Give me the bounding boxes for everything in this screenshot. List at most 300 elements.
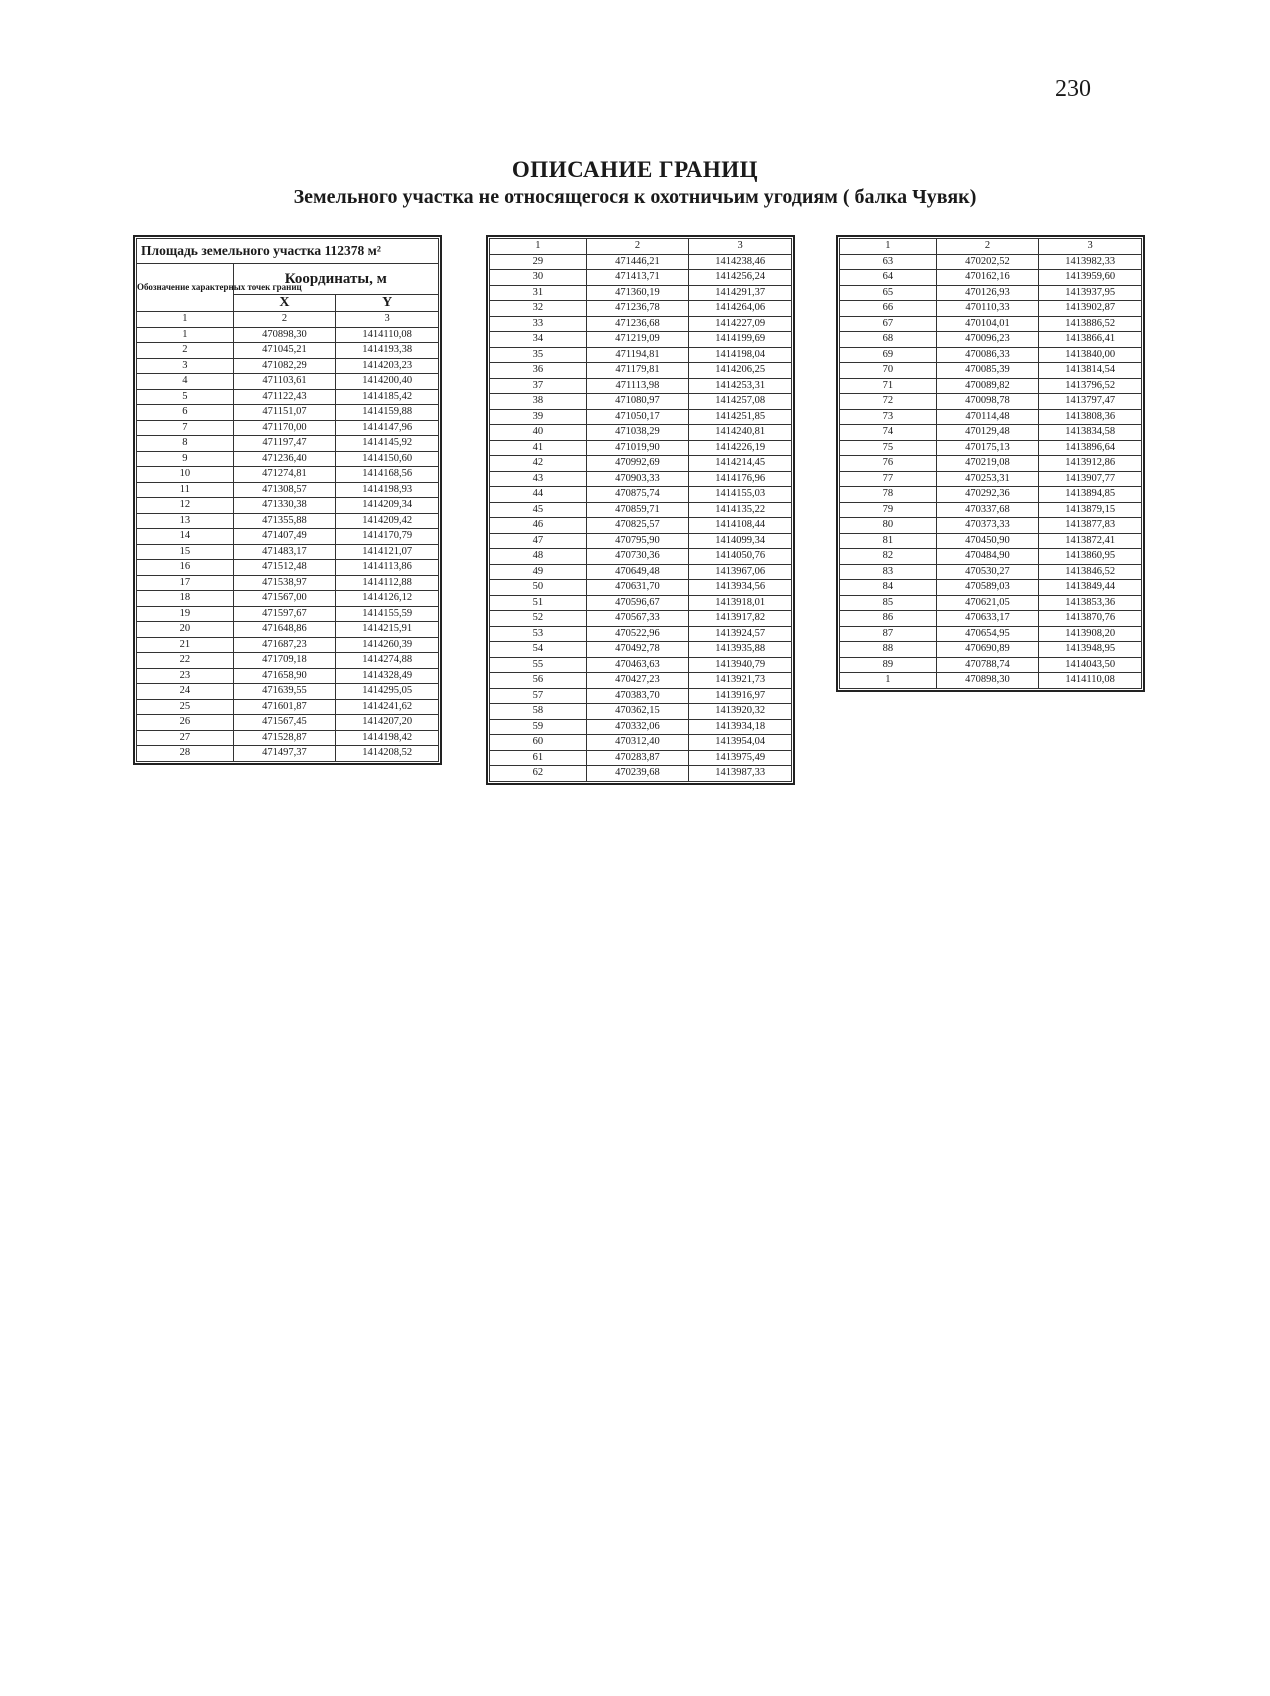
point-number-cell: 27: [137, 730, 234, 746]
x-coordinate-cell: 470085,39: [936, 363, 1039, 379]
x-coordinate-cell: 470567,33: [586, 611, 689, 627]
x-coordinate-cell: 471122,43: [233, 389, 336, 405]
y-coordinate-cell: 1413879,15: [1039, 502, 1142, 518]
point-number-cell: 73: [840, 409, 937, 425]
table-row: [490, 409, 792, 425]
y-coordinate-cell: 1413870,76: [1039, 611, 1142, 627]
y-coordinate-cell: 1414253,31: [689, 378, 792, 394]
point-number-cell: 55: [490, 657, 587, 673]
y-coordinate-cell: 1414050,76: [689, 549, 792, 565]
x-coordinate-cell: 470129,48: [936, 425, 1039, 441]
x-coordinate-cell: 471050,17: [586, 409, 689, 425]
x-coordinate-cell: 470484,90: [936, 549, 1039, 565]
point-number-cell: 49: [490, 564, 587, 580]
table-row: [137, 436, 439, 452]
x-coordinate-cell: 470898,30: [233, 327, 336, 343]
table-row: [137, 606, 439, 622]
y-coordinate-cell: 1413896,64: [1039, 440, 1142, 456]
x-coordinate-cell: 471045,21: [233, 343, 336, 359]
x-coordinate-cell: 471601,87: [233, 699, 336, 715]
x-coordinate-cell: 470649,48: [586, 564, 689, 580]
table-row: [137, 389, 439, 405]
point-number-cell: 29: [490, 254, 587, 270]
point-number-cell: 83: [840, 564, 937, 580]
y-coordinate-cell: 1414155,03: [689, 487, 792, 503]
y-coordinate-cell: 1414121,07: [336, 544, 439, 560]
point-number-cell: 7: [137, 420, 234, 436]
point-number-cell: 40: [490, 425, 587, 441]
y-coordinate-cell: 1413853,36: [1039, 595, 1142, 611]
x-coordinate-cell: 470522,96: [586, 626, 689, 642]
y-coordinate-cell: 1414155,59: [336, 606, 439, 622]
column-number: 1: [840, 239, 937, 255]
point-number-cell: 44: [490, 487, 587, 503]
coordinates-table-1: [133, 235, 442, 765]
table-row: [490, 735, 792, 751]
x-coordinate-cell: 470795,90: [586, 533, 689, 549]
point-number-cell: 16: [137, 560, 234, 576]
x-column-header: X: [233, 295, 336, 312]
table-row: [840, 440, 1142, 456]
table-row: [137, 653, 439, 669]
x-coordinate-cell: 471360,19: [586, 285, 689, 301]
column-number: 3: [336, 312, 439, 328]
y-coordinate-cell: 1414274,88: [336, 653, 439, 669]
x-coordinate-cell: 471567,45: [233, 715, 336, 731]
point-number-cell: 78: [840, 487, 937, 503]
x-coordinate-cell: 471151,07: [233, 405, 336, 421]
y-coordinate-cell: 1414170,79: [336, 529, 439, 545]
x-coordinate-cell: 471080,97: [586, 394, 689, 410]
y-coordinate-cell: 1414251,85: [689, 409, 792, 425]
x-coordinate-cell: 470373,33: [936, 518, 1039, 534]
table-row: [490, 456, 792, 472]
table-row: [840, 316, 1142, 332]
table-row: [840, 518, 1142, 534]
table-row: [840, 626, 1142, 642]
x-coordinate-cell: 470992,69: [586, 456, 689, 472]
table-row: [840, 425, 1142, 441]
column-number: 2: [586, 239, 689, 255]
x-coordinate-cell: 471538,97: [233, 575, 336, 591]
x-coordinate-cell: 471236,78: [586, 301, 689, 317]
x-coordinate-cell: 470875,74: [586, 487, 689, 503]
y-coordinate-cell: 1413940,79: [689, 657, 792, 673]
table-row: [490, 657, 792, 673]
y-coordinate-cell: 1413872,41: [1039, 533, 1142, 549]
table-row: [840, 363, 1142, 379]
x-coordinate-cell: 471407,49: [233, 529, 336, 545]
y-coordinate-cell: 1413912,86: [1039, 456, 1142, 472]
point-number-cell: 50: [490, 580, 587, 596]
point-number-cell: 37: [490, 378, 587, 394]
x-coordinate-cell: 471648,86: [233, 622, 336, 638]
y-coordinate-cell: 1413916,97: [689, 688, 792, 704]
y-coordinate-cell: 1413808,36: [1039, 409, 1142, 425]
table-row: [490, 502, 792, 518]
table-row: [137, 358, 439, 374]
table-row: [137, 715, 439, 731]
y-coordinate-cell: 1414176,96: [689, 471, 792, 487]
point-number-cell: 33: [490, 316, 587, 332]
y-coordinate-cell: 1414328,49: [336, 668, 439, 684]
point-number-cell: 24: [137, 684, 234, 700]
point-number-cell: 86: [840, 611, 937, 627]
point-number-cell: 11: [137, 482, 234, 498]
y-coordinate-cell: 1413924,57: [689, 626, 792, 642]
point-number-cell: 34: [490, 332, 587, 348]
y-coordinate-cell: 1414209,34: [336, 498, 439, 514]
table-row: [490, 332, 792, 348]
x-coordinate-cell: 471497,37: [233, 746, 336, 762]
table-row: [490, 750, 792, 766]
y-coordinate-cell: 1413967,06: [689, 564, 792, 580]
x-coordinate-cell: 471019,90: [586, 440, 689, 456]
y-coordinate-cell: 1413918,01: [689, 595, 792, 611]
table-row: [137, 343, 439, 359]
y-coordinate-cell: 1413902,87: [1039, 301, 1142, 317]
x-coordinate-cell: 471639,55: [233, 684, 336, 700]
x-coordinate-cell: 471170,00: [233, 420, 336, 436]
table-row: [490, 595, 792, 611]
point-number-cell: 41: [490, 440, 587, 456]
point-number-cell: 25: [137, 699, 234, 715]
point-number-cell: 20: [137, 622, 234, 638]
table-row: [137, 420, 439, 436]
y-coordinate-cell: 1413849,44: [1039, 580, 1142, 596]
y-coordinate-cell: 1414099,34: [689, 533, 792, 549]
table-row: [137, 529, 439, 545]
x-coordinate-cell: 471219,09: [586, 332, 689, 348]
x-coordinate-cell: 470383,70: [586, 688, 689, 704]
x-coordinate-cell: 471236,68: [586, 316, 689, 332]
x-coordinate-cell: 470337,68: [936, 502, 1039, 518]
x-coordinate-cell: 470654,95: [936, 626, 1039, 642]
table-row: [490, 518, 792, 534]
land-area-label: Площадь земельного участка 112378 м²: [137, 239, 439, 264]
point-number-cell: 43: [490, 471, 587, 487]
column-number: 1: [490, 239, 587, 255]
table-row: [840, 580, 1142, 596]
x-coordinate-cell: 470589,03: [936, 580, 1039, 596]
table-row: [137, 327, 439, 343]
x-coordinate-cell: 471597,67: [233, 606, 336, 622]
y-coordinate-cell: 1414147,96: [336, 420, 439, 436]
table-row: [490, 704, 792, 720]
y-coordinate-cell: 1414227,09: [689, 316, 792, 332]
point-number-cell: 61: [490, 750, 587, 766]
table-row: [490, 580, 792, 596]
x-coordinate-cell: 470110,33: [936, 301, 1039, 317]
table-row: [490, 487, 792, 503]
x-coordinate-cell: 470098,78: [936, 394, 1039, 410]
point-number-cell: 54: [490, 642, 587, 658]
point-number-cell: 75: [840, 440, 937, 456]
y-coordinate-cell: 1413920,32: [689, 704, 792, 720]
table-row: [137, 405, 439, 421]
point-number-cell: 31: [490, 285, 587, 301]
point-number-cell: 84: [840, 580, 937, 596]
point-number-cell: 13: [137, 513, 234, 529]
y-column-header: Y: [336, 295, 439, 312]
x-coordinate-cell: 471274,81: [233, 467, 336, 483]
column-number: 1: [137, 312, 234, 328]
x-coordinate-cell: 470162,16: [936, 270, 1039, 286]
point-number-cell: 52: [490, 611, 587, 627]
x-coordinate-cell: 470126,93: [936, 285, 1039, 301]
point-number-cell: 57: [490, 688, 587, 704]
x-coordinate-cell: 470903,33: [586, 471, 689, 487]
y-coordinate-cell: 1413894,85: [1039, 487, 1142, 503]
x-coordinate-cell: 470631,70: [586, 580, 689, 596]
x-coordinate-cell: 471308,57: [233, 482, 336, 498]
table-row: [840, 595, 1142, 611]
x-coordinate-cell: 470202,52: [936, 254, 1039, 270]
table-row: [490, 363, 792, 379]
point-number-cell: 45: [490, 502, 587, 518]
x-coordinate-cell: 471179,81: [586, 363, 689, 379]
x-coordinate-cell: 470690,89: [936, 642, 1039, 658]
point-number-cell: 21: [137, 637, 234, 653]
point-number-cell: 89: [840, 657, 937, 673]
table-row: [840, 285, 1142, 301]
y-coordinate-cell: 1413934,18: [689, 719, 792, 735]
point-number-cell: 35: [490, 347, 587, 363]
table-row: [490, 611, 792, 627]
x-coordinate-cell: 471197,47: [233, 436, 336, 452]
table-row: [137, 591, 439, 607]
point-number-cell: 80: [840, 518, 937, 534]
table-row: [137, 684, 439, 700]
y-coordinate-cell: 1413934,56: [689, 580, 792, 596]
y-coordinate-cell: 1414126,12: [336, 591, 439, 607]
point-number-cell: 71: [840, 378, 937, 394]
y-coordinate-cell: 1414226,19: [689, 440, 792, 456]
y-coordinate-cell: 1413796,52: [1039, 378, 1142, 394]
x-coordinate-cell: 471103,61: [233, 374, 336, 390]
table-row: [840, 394, 1142, 410]
point-number-cell: 3: [137, 358, 234, 374]
table-row: [137, 575, 439, 591]
x-coordinate-cell: 471330,38: [233, 498, 336, 514]
table-row: [840, 378, 1142, 394]
x-coordinate-cell: 471038,29: [586, 425, 689, 441]
point-number-cell: 10: [137, 467, 234, 483]
y-coordinate-cell: 1413834,58: [1039, 425, 1142, 441]
x-coordinate-cell: 471528,87: [233, 730, 336, 746]
point-number-cell: 23: [137, 668, 234, 684]
table-row: [490, 766, 792, 782]
x-coordinate-cell: 470492,78: [586, 642, 689, 658]
x-coordinate-cell: 471082,29: [233, 358, 336, 374]
point-number-cell: 4: [137, 374, 234, 390]
x-coordinate-cell: 470530,27: [936, 564, 1039, 580]
x-coordinate-cell: 470283,87: [586, 750, 689, 766]
table-row: [490, 549, 792, 565]
y-coordinate-cell: 1414238,46: [689, 254, 792, 270]
table-row: [840, 332, 1142, 348]
table-row: [490, 285, 792, 301]
x-coordinate-cell: 470633,17: [936, 611, 1039, 627]
y-coordinate-cell: 1414203,23: [336, 358, 439, 374]
table-row: [137, 560, 439, 576]
point-number-cell: 63: [840, 254, 937, 270]
y-coordinate-cell: 1414198,04: [689, 347, 792, 363]
y-coordinate-cell: 1414241,62: [336, 699, 439, 715]
x-coordinate-cell: 471483,17: [233, 544, 336, 560]
x-coordinate-cell: 470596,67: [586, 595, 689, 611]
table-row: [490, 316, 792, 332]
y-coordinate-cell: 1414206,25: [689, 363, 792, 379]
y-coordinate-cell: 1414168,56: [336, 467, 439, 483]
coordinates-header: Координаты, м: [233, 264, 438, 295]
table-row: [840, 409, 1142, 425]
table-row: [137, 374, 439, 390]
y-coordinate-cell: 1414185,42: [336, 389, 439, 405]
table-row: [137, 622, 439, 638]
table-row: [490, 642, 792, 658]
table-row: [490, 425, 792, 441]
point-number-cell: 30: [490, 270, 587, 286]
point-number-cell: 38: [490, 394, 587, 410]
point-number-cell: 67: [840, 316, 937, 332]
y-coordinate-cell: 1414108,44: [689, 518, 792, 534]
y-coordinate-cell: 1413959,60: [1039, 270, 1142, 286]
table-row: [840, 673, 1142, 689]
x-coordinate-cell: 470089,82: [936, 378, 1039, 394]
y-coordinate-cell: 1414145,92: [336, 436, 439, 452]
point-number-cell: 1: [137, 327, 234, 343]
table-row: [490, 270, 792, 286]
x-coordinate-cell: 470253,31: [936, 471, 1039, 487]
column-number: 2: [936, 239, 1039, 255]
table-row: [840, 254, 1142, 270]
point-number-cell: 22: [137, 653, 234, 669]
y-coordinate-cell: 1414199,69: [689, 332, 792, 348]
x-coordinate-cell: 470239,68: [586, 766, 689, 782]
page-number: 230: [1055, 76, 1091, 102]
x-coordinate-cell: 470175,13: [936, 440, 1039, 456]
point-number-cell: 87: [840, 626, 937, 642]
point-number-cell: 42: [490, 456, 587, 472]
x-coordinate-cell: 470427,23: [586, 673, 689, 689]
point-number-cell: 69: [840, 347, 937, 363]
x-coordinate-cell: 471236,40: [233, 451, 336, 467]
y-coordinate-cell: 1414150,60: [336, 451, 439, 467]
table-row: [490, 254, 792, 270]
x-coordinate-cell: 471446,21: [586, 254, 689, 270]
y-coordinate-cell: 1414208,52: [336, 746, 439, 762]
y-coordinate-cell: 1414295,05: [336, 684, 439, 700]
x-coordinate-cell: 470825,57: [586, 518, 689, 534]
y-coordinate-cell: 1414215,91: [336, 622, 439, 638]
table-row: [490, 533, 792, 549]
y-coordinate-cell: 1413877,83: [1039, 518, 1142, 534]
y-coordinate-cell: 1413948,95: [1039, 642, 1142, 658]
x-coordinate-cell: 470788,74: [936, 657, 1039, 673]
y-coordinate-cell: 1413907,77: [1039, 471, 1142, 487]
point-number-cell: 26: [137, 715, 234, 731]
x-coordinate-cell: 470859,71: [586, 502, 689, 518]
y-coordinate-cell: 1414257,08: [689, 394, 792, 410]
y-coordinate-cell: 1414291,37: [689, 285, 792, 301]
column-number: 3: [689, 239, 792, 255]
point-number-cell: 9: [137, 451, 234, 467]
point-number-cell: 12: [137, 498, 234, 514]
point-number-cell: 6: [137, 405, 234, 421]
table-row: [840, 301, 1142, 317]
point-number-cell: 81: [840, 533, 937, 549]
point-number-cell: 76: [840, 456, 937, 472]
table-row: [840, 533, 1142, 549]
x-coordinate-cell: 471355,88: [233, 513, 336, 529]
point-number-cell: 8: [137, 436, 234, 452]
table-row: [490, 673, 792, 689]
point-number-cell: 17: [137, 575, 234, 591]
document-title: ОПИСАНИЕ ГРАНИЦ: [511, 157, 759, 182]
point-number-cell: 68: [840, 332, 937, 348]
point-designation-header: Обозначение характерных точек границ: [137, 264, 234, 312]
y-coordinate-cell: 1414113,86: [336, 560, 439, 576]
table-row: [137, 746, 439, 762]
y-coordinate-cell: 1414200,40: [336, 374, 439, 390]
point-number-cell: 60: [490, 735, 587, 751]
y-coordinate-cell: 1414207,20: [336, 715, 439, 731]
x-coordinate-cell: 471709,18: [233, 653, 336, 669]
x-coordinate-cell: 471113,98: [586, 378, 689, 394]
table-row: [840, 456, 1142, 472]
table-row: [490, 688, 792, 704]
x-coordinate-cell: 470096,23: [936, 332, 1039, 348]
y-coordinate-cell: 1414198,93: [336, 482, 439, 498]
table-row: [137, 668, 439, 684]
table-row: [137, 451, 439, 467]
x-coordinate-cell: 470621,05: [936, 595, 1039, 611]
table-row: [840, 657, 1142, 673]
x-coordinate-cell: 471413,71: [586, 270, 689, 286]
y-coordinate-cell: 1414256,24: [689, 270, 792, 286]
x-coordinate-cell: 471658,90: [233, 668, 336, 684]
point-number-cell: 46: [490, 518, 587, 534]
table-row: [137, 498, 439, 514]
y-coordinate-cell: 1414110,08: [1039, 673, 1142, 689]
point-number-cell: 1: [840, 673, 937, 689]
point-number-cell: 74: [840, 425, 937, 441]
point-number-cell: 2: [137, 343, 234, 359]
table-row: [490, 378, 792, 394]
point-number-cell: 18: [137, 591, 234, 607]
coordinates-table-3: [836, 235, 1145, 692]
point-number-cell: 85: [840, 595, 937, 611]
table-row: [137, 467, 439, 483]
table-row: [490, 471, 792, 487]
point-number-cell: 48: [490, 549, 587, 565]
table-row: [137, 482, 439, 498]
y-coordinate-cell: 1414159,88: [336, 405, 439, 421]
table-row: [840, 642, 1142, 658]
y-coordinate-cell: 1413840,00: [1039, 347, 1142, 363]
point-number-cell: 47: [490, 533, 587, 549]
table-row: [137, 637, 439, 653]
column-number: 2: [233, 312, 336, 328]
y-coordinate-cell: 1414135,22: [689, 502, 792, 518]
point-number-cell: 88: [840, 642, 937, 658]
point-number-cell: 70: [840, 363, 937, 379]
y-coordinate-cell: 1414110,08: [336, 327, 439, 343]
point-number-cell: 53: [490, 626, 587, 642]
point-number-cell: 28: [137, 746, 234, 762]
table-row: [490, 626, 792, 642]
